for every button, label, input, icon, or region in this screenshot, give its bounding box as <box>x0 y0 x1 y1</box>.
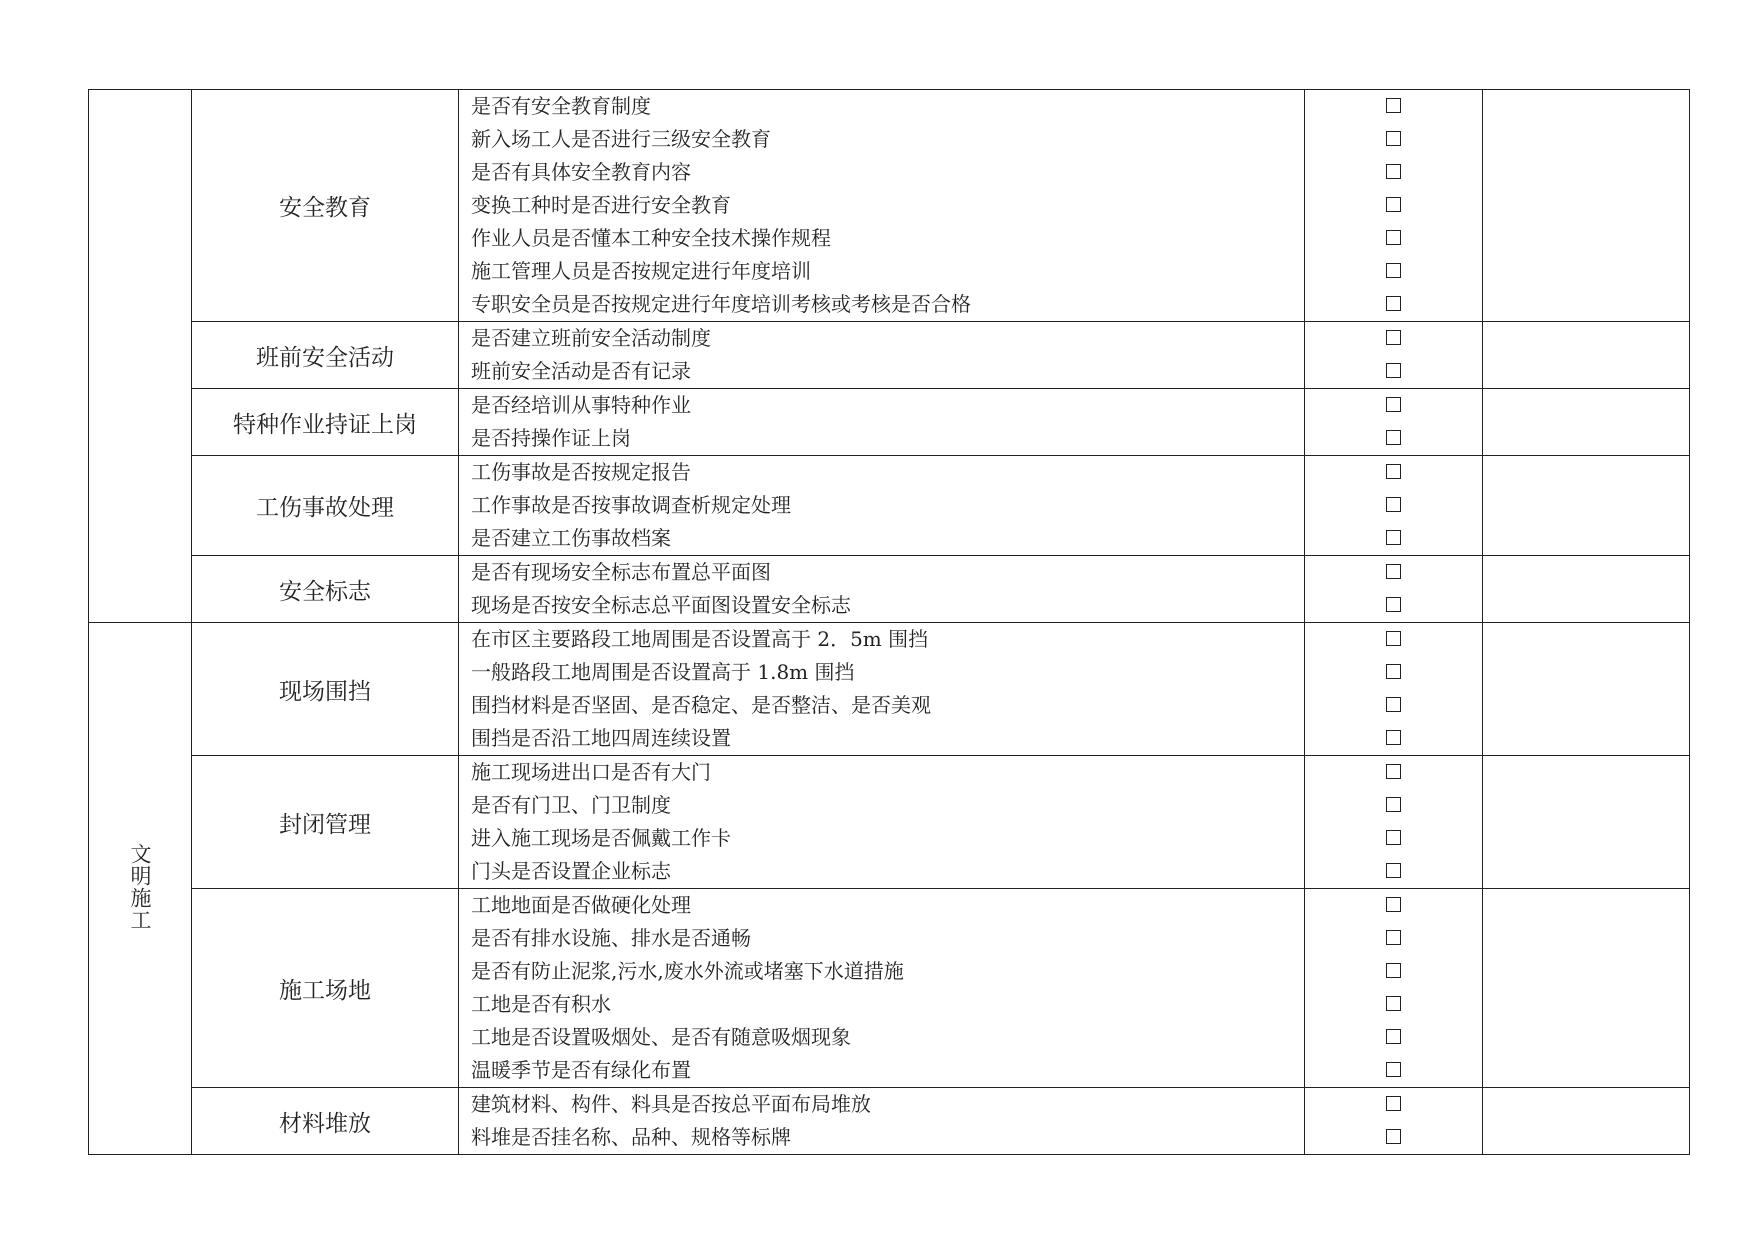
check-item: 作业人员是否懂本工种安全技术操作规程 <box>471 226 831 250</box>
checkbox-row <box>1305 456 1482 489</box>
checkbox-row <box>1305 822 1482 855</box>
checkbox-cell <box>1305 756 1483 889</box>
checkbox[interactable] <box>1386 697 1401 712</box>
remark-cell[interactable] <box>1483 756 1690 889</box>
check-item: 班前安全活动是否有记录 <box>471 359 691 383</box>
checkbox[interactable] <box>1386 830 1401 845</box>
checkbox-row <box>1305 156 1482 189</box>
checkbox-row <box>1305 889 1482 922</box>
checkbox[interactable] <box>1386 564 1401 579</box>
checkbox[interactable] <box>1386 930 1401 945</box>
checkbox-row <box>1305 422 1482 455</box>
check-list-cell <box>459 623 1305 756</box>
checkbox[interactable] <box>1386 730 1401 745</box>
checkbox[interactable] <box>1386 1096 1401 1111</box>
checkbox-row <box>1305 722 1482 755</box>
checkbox[interactable] <box>1386 797 1401 812</box>
checkbox[interactable] <box>1386 131 1401 146</box>
remark-cell[interactable] <box>1483 889 1690 1088</box>
check-list-cell <box>459 889 1305 1088</box>
checkbox-row <box>1305 556 1482 589</box>
remark-cell[interactable] <box>1483 322 1690 389</box>
checkbox[interactable] <box>1386 597 1401 612</box>
checkbox-row <box>1305 288 1482 321</box>
item-name: 封闭管理 <box>192 756 459 889</box>
checkbox-row <box>1305 589 1482 622</box>
remark-cell[interactable] <box>1483 623 1690 756</box>
check-item: 在市区主要路段工地周围是否设置高于 2．5m 围挡 <box>471 627 929 651</box>
checkbox[interactable] <box>1386 1129 1401 1144</box>
check-item: 是否有排水设施、排水是否通畅 <box>471 926 751 950</box>
checkbox[interactable] <box>1386 296 1401 311</box>
checkbox[interactable] <box>1386 363 1401 378</box>
checkbox[interactable] <box>1386 497 1401 512</box>
checkbox-row <box>1305 1054 1482 1087</box>
remark-cell[interactable] <box>1483 389 1690 456</box>
check-item: 现场是否按安全标志总平面图设置安全标志 <box>471 593 851 617</box>
check-item: 工地是否有积水 <box>471 992 611 1016</box>
check-item: 施工管理人员是否按规定进行年度培训 <box>471 259 811 283</box>
check-list-cell <box>459 756 1305 889</box>
check-item: 料堆是否挂名称、品种、规格等标牌 <box>471 1125 791 1149</box>
checkbox-row <box>1305 1121 1482 1154</box>
remark-cell[interactable] <box>1483 90 1690 322</box>
check-item: 工地地面是否做硬化处理 <box>471 893 691 917</box>
check-item: 门头是否设置企业标志 <box>471 859 671 883</box>
checkbox-row <box>1305 189 1482 222</box>
table-row <box>89 456 1690 556</box>
check-item: 围挡材料是否坚固、是否稳定、是否整洁、是否美观 <box>471 693 931 717</box>
check-item: 是否有具体安全教育内容 <box>471 160 691 184</box>
check-item: 是否有防止泥浆,污水,废水外流或堵塞下水道措施 <box>471 959 904 983</box>
checkbox-row <box>1305 988 1482 1021</box>
checkbox[interactable] <box>1386 164 1401 179</box>
checkbox[interactable] <box>1386 397 1401 412</box>
check-item: 一般路段工地周围是否设置高于 1.8m 围挡 <box>471 660 855 684</box>
checkbox[interactable] <box>1386 430 1401 445</box>
table-row <box>89 389 1690 456</box>
checkbox-cell <box>1305 389 1483 456</box>
table-row <box>89 756 1690 889</box>
check-item: 新入场工人是否进行三级安全教育 <box>471 127 771 151</box>
check-item: 工地是否设置吸烟处、是否有随意吸烟现象 <box>471 1025 851 1049</box>
table-row <box>89 889 1690 1088</box>
checkbox-row <box>1305 123 1482 156</box>
table-row <box>89 556 1690 623</box>
check-item: 是否持操作证上岗 <box>471 426 631 450</box>
item-name: 工伤事故处理 <box>192 456 459 556</box>
checkbox[interactable] <box>1386 764 1401 779</box>
checkbox[interactable] <box>1386 230 1401 245</box>
checkbox[interactable] <box>1386 1029 1401 1044</box>
checkbox[interactable] <box>1386 530 1401 545</box>
checkbox[interactable] <box>1386 863 1401 878</box>
checkbox[interactable] <box>1386 1062 1401 1077</box>
checkbox-cell <box>1305 456 1483 556</box>
remark-cell[interactable] <box>1483 1088 1690 1155</box>
checkbox-row <box>1305 255 1482 288</box>
checkbox-row <box>1305 656 1482 689</box>
check-item: 围挡是否沿工地四周连续设置 <box>471 726 731 750</box>
item-name: 现场围挡 <box>192 623 459 756</box>
item-name: 安全教育 <box>192 90 459 322</box>
section-cell <box>89 623 192 1155</box>
item-name: 材料堆放 <box>192 1088 459 1155</box>
checkbox-row <box>1305 623 1482 656</box>
checkbox-row <box>1305 689 1482 722</box>
checkbox[interactable] <box>1386 996 1401 1011</box>
checkbox-row <box>1305 355 1482 388</box>
checkbox[interactable] <box>1386 664 1401 679</box>
checkbox-row <box>1305 1021 1482 1054</box>
item-name: 班前安全活动 <box>192 322 459 389</box>
check-item: 是否建立工伤事故档案 <box>471 526 671 550</box>
checkbox[interactable] <box>1386 98 1401 113</box>
check-item: 温暖季节是否有绿化布置 <box>471 1058 691 1082</box>
check-item: 变换工种时是否进行安全教育 <box>471 193 731 217</box>
checkbox-row <box>1305 756 1482 789</box>
checkbox[interactable] <box>1386 197 1401 212</box>
check-list-cell <box>459 90 1305 322</box>
check-item: 是否有门卫、门卫制度 <box>471 793 671 817</box>
table-row <box>89 90 1690 322</box>
checkbox-cell <box>1305 90 1483 322</box>
item-name: 安全标志 <box>192 556 459 623</box>
checkbox[interactable] <box>1386 330 1401 345</box>
remark-cell[interactable] <box>1483 556 1690 623</box>
checkbox-cell <box>1305 556 1483 623</box>
item-name: 施工场地 <box>192 889 459 1088</box>
checkbox-row <box>1305 90 1482 123</box>
check-item: 施工现场进出口是否有大门 <box>471 760 711 784</box>
table-row <box>89 623 1690 756</box>
checkbox-row <box>1305 922 1482 955</box>
item-name: 特种作业持证上岗 <box>192 389 459 456</box>
remark-cell[interactable] <box>1483 456 1690 556</box>
check-list-cell <box>459 389 1305 456</box>
check-item: 工伤事故是否按规定报告 <box>471 460 691 484</box>
check-item: 是否有现场安全标志布置总平面图 <box>471 560 771 584</box>
check-item: 是否有安全教育制度 <box>471 94 651 118</box>
check-list-cell <box>459 322 1305 389</box>
inspection-checklist-table <box>88 89 1690 1155</box>
checkbox-row <box>1305 489 1482 522</box>
checklist-body <box>89 90 1690 1155</box>
check-list-cell <box>459 556 1305 623</box>
checkbox-row <box>1305 789 1482 822</box>
checkbox-row <box>1305 1088 1482 1121</box>
checkbox-row <box>1305 855 1482 888</box>
checkbox-row <box>1305 955 1482 988</box>
check-item: 工作事故是否按事故调查析规定处理 <box>471 493 791 517</box>
checkbox[interactable] <box>1386 464 1401 479</box>
checkbox[interactable] <box>1386 263 1401 278</box>
table-row <box>89 1088 1690 1155</box>
checkbox-row <box>1305 222 1482 255</box>
checkbox-cell <box>1305 322 1483 389</box>
check-item: 是否建立班前安全活动制度 <box>471 326 711 350</box>
checkbox-row <box>1305 389 1482 422</box>
check-item: 是否经培训从事特种作业 <box>471 393 691 417</box>
checkbox-row <box>1305 322 1482 355</box>
check-item: 专职安全员是否按规定进行年度培训考核或考核是否合格 <box>471 292 971 316</box>
checkbox-row <box>1305 522 1482 555</box>
check-item: 建筑材料、构件、料具是否按总平面布局堆放 <box>471 1092 871 1116</box>
table-row <box>89 322 1690 389</box>
check-list-cell <box>459 1088 1305 1155</box>
check-list-cell <box>459 456 1305 556</box>
checkbox-cell <box>1305 889 1483 1088</box>
section-cell <box>89 90 192 623</box>
checkbox[interactable] <box>1386 963 1401 978</box>
section-label: 文明施工 <box>128 842 152 931</box>
checkbox[interactable] <box>1386 631 1401 646</box>
checkbox-cell <box>1305 1088 1483 1155</box>
check-item: 进入施工现场是否佩戴工作卡 <box>471 826 731 850</box>
checkbox-cell <box>1305 623 1483 756</box>
checkbox[interactable] <box>1386 897 1401 912</box>
